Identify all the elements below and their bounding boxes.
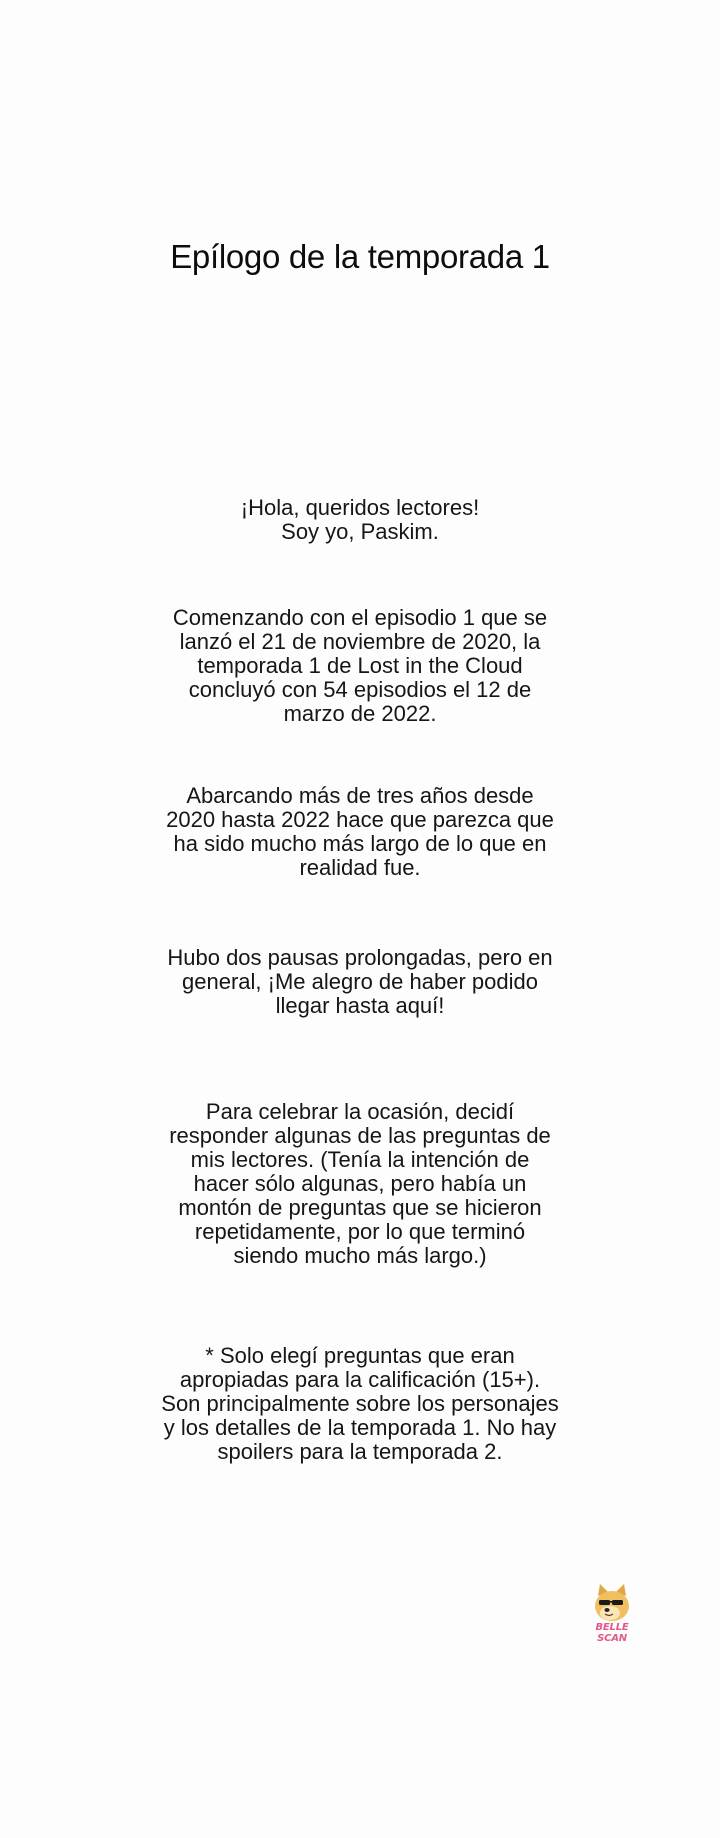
- watermark: [580, 1582, 644, 1644]
- paragraph-line: apropiadas para la calificación (15+).: [179, 1367, 541, 1392]
- paragraph-line: Soy yo, Paskim.: [281, 519, 439, 544]
- paragraph-line: lanzó el 21 de noviembre de 2020, la: [179, 629, 541, 654]
- paragraph-line: temporada 1 de Lost in the Cloud: [197, 653, 523, 678]
- paragraph-line: 2020 hasta 2022 hace que parezca que: [166, 807, 554, 832]
- paragraph-line: y los detalles de la temporada 1. No hay: [163, 1415, 557, 1440]
- paragraph-pauses: [160, 946, 560, 1018]
- paragraph-line: Comenzando con el episodio 1 que se: [172, 605, 548, 630]
- paragraph-duration: [160, 784, 560, 880]
- paragraph-line: hacer sólo algunas, pero había un: [193, 1171, 527, 1196]
- doge-icon: [580, 1582, 644, 1626]
- paragraph-line: spoilers para la temporada 2.: [217, 1439, 503, 1464]
- paragraph-note: [160, 1344, 560, 1464]
- paragraph-line: montón de preguntas que se hicieron: [178, 1195, 542, 1220]
- paragraph-celebration: [160, 1100, 560, 1268]
- paragraph-line: siendo mucho más largo.): [233, 1243, 487, 1268]
- paragraph-line: Para celebrar la ocasión, decidí: [205, 1099, 515, 1124]
- paragraph-line: Son principalmente sobre los personajes: [161, 1391, 559, 1416]
- paragraph-season-dates: [160, 606, 560, 726]
- paragraph-line: llegar hasta aquí!: [275, 993, 445, 1018]
- paragraph-line: concluyó con 54 episodios el 12 de: [188, 677, 532, 702]
- paragraph-line: realidad fue.: [299, 855, 421, 880]
- paragraph-line: marzo de 2022.: [283, 701, 437, 726]
- paragraph-line: mis lectores. (Tenía la intención de: [190, 1147, 530, 1172]
- paragraph-greeting: [160, 496, 560, 544]
- watermark-text: BELLE SCAN: [595, 1622, 629, 1644]
- paragraph-line: repetidamente, por lo que terminó: [194, 1219, 526, 1244]
- page-title: Epílogo de la temporada 1: [170, 238, 550, 275]
- paragraph-line: Hubo dos pausas prolongadas, pero en: [167, 945, 553, 970]
- paragraph-line: general, ¡Me alegro de haber podido: [182, 969, 538, 994]
- paragraph-line: * Solo elegí preguntas que eran: [205, 1343, 515, 1368]
- paragraph-line: responder algunas de las preguntas de: [169, 1123, 551, 1148]
- paragraph-line: Abarcando más de tres años desde: [186, 783, 534, 808]
- paragraph-line: ¡Hola, queridos lectores!: [240, 495, 480, 520]
- paragraph-line: ha sido mucho más largo de lo que en: [173, 831, 547, 856]
